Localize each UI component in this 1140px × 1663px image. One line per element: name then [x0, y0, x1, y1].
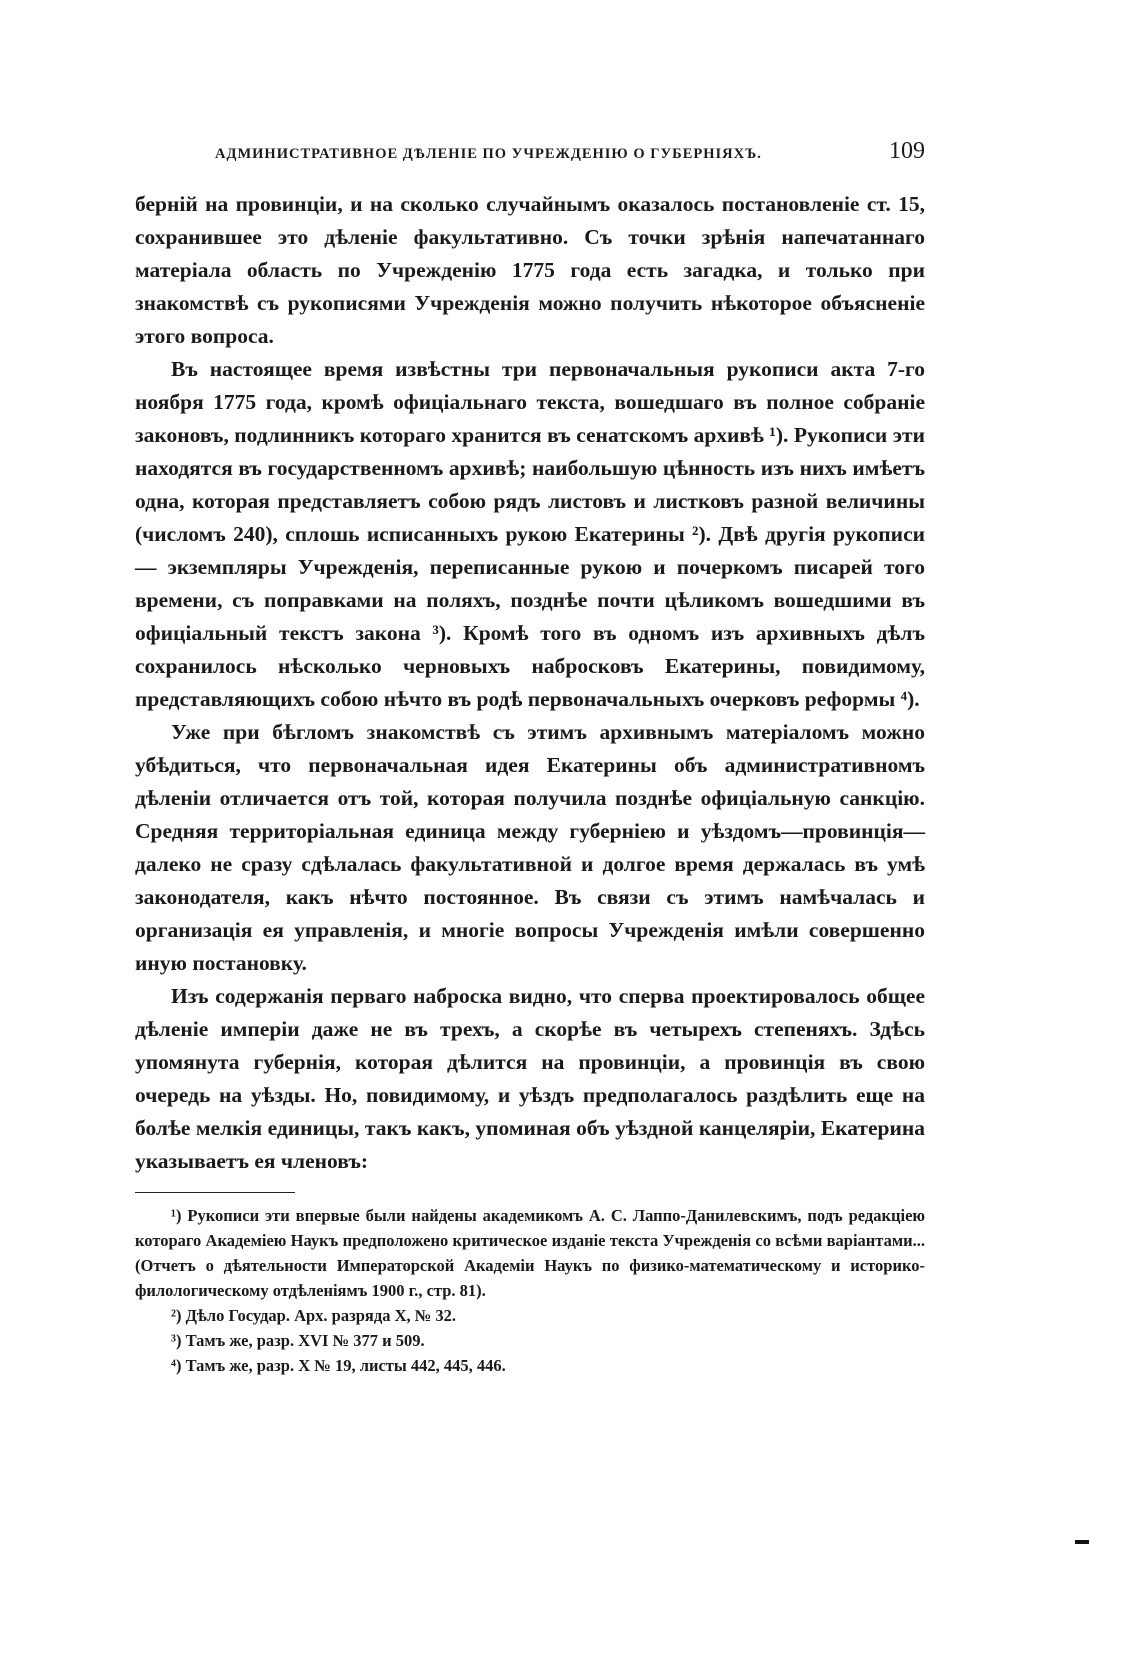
scan-edge-mark	[1075, 1540, 1089, 1544]
footnote-divider	[135, 1192, 295, 1193]
paragraph-first-draft: Изъ содержанія перваго наброска видно, что сперва проектировалось общее дѣленіе имперіи даже не въ трехъ, а скорѣе въ четырехъ степеняхъ. Здѣсь упомянута губернія, которая дѣлится на провинціи, а провинція въ свою очередь на уѣзды. Но, повидимому, и уѣздъ предполагалось раздѣлить еще на болѣе мелкія единицы, такъ какъ, упоминая объ уѣздной канцеляріи, Екатерина указываетъ ея членовъ:	[135, 984, 925, 1173]
paragraph-initial-idea: Уже при бѣгломъ знакомствѣ съ этимъ архивнымъ матеріаломъ можно убѣдиться, что первоначальная идея Екатерины объ административномъ дѣленіи отличается отъ той, которая получила позднѣе офиціальную санкцію. Средняя территоріальная единица между губерніею и уѣздомъ—провинція—далеко не сразу сдѣлалась факультативной и долгое время держалась въ умѣ законодателя, какъ нѣчто постоянное. Въ связи съ этимъ намѣчалась и организація ея управленія, и многіе вопросы Учрежденія имѣли совершенно иную постановку.	[135, 720, 925, 975]
paragraph-continuation: берній на провинціи, и на сколько случайнымъ оказалось постановленіе ст. 15, сохранившее это дѣленіе факультативно. Съ точки зрѣнія напечатаннаго матеріала область по Учрежденію 1775 года есть загадка, и только при знакомствѣ съ рукописями Учрежденія можно получить нѣкоторое объясненіе этого вопроса.	[135, 192, 925, 348]
paragraph-manuscripts: Въ настоящее время извѣстны три первоначальныя рукописи акта 7-го ноября 1775 года, кромѣ офиціальнаго текста, вошедшаго въ полное собраніе законовъ, подлинникъ котораго хранится въ сенатскомъ архивѣ ¹). Рукописи эти находятся въ государственномъ архивѣ; наибольшую цѣнность изъ нихъ имѣетъ одна, которая представляетъ собою рядъ листовъ и листковъ разной величины (числомъ 240), сплошь исписанныхъ рукою Екатерины ²). Двѣ другія рукописи — экземпляры Учрежденія, переписанные рукою и почеркомъ писарей того времени, съ поправками на поляхъ, позднѣе почти цѣликомъ вошедшими въ офиціальный текстъ закона ³). Кромѣ того въ одномъ изъ архивныхъ дѣлъ сохранилось нѣсколько черновыхъ набросковъ Екатерины, повидимому, представляющихъ собою нѣчто въ родѣ первоначальныхъ очерковъ реформы ⁴).	[135, 357, 925, 711]
running-header	[135, 138, 925, 168]
footnote-1: ¹) Рукописи эти впервые были найдены академикомъ А. С. Лаппо-Данилевскимъ, подъ редакціею котораго Академіею Наукъ предположено критическое изданіе текста Учрежденія со всѣми варіантами... (Отчетъ о дѣятельности Императорской Академіи Наукъ по физико-математическому и историко-филологическому отдѣленіямъ 1900 г., стр. 81).	[135, 1206, 925, 1300]
footnote-4: ⁴) Тамъ же, разр. X № 19, листы 442, 445, 446.	[171, 1356, 506, 1375]
running-header-title: АДМИНИСТРАТИВНОЕ ДѢЛЕНІЕ ПО УЧРЕЖДЕНІЮ О ГУБЕРНІЯХЪ.	[215, 146, 762, 162]
footnote-3: ³) Тамъ же, разр. XVI № 377 и 509.	[171, 1331, 425, 1350]
page-number: 109	[889, 138, 925, 164]
book-page	[135, 138, 925, 1378]
body-text	[135, 188, 925, 1178]
footnotes	[135, 1203, 925, 1378]
footnote-2: ²) Дѣло Государ. Арх. разряда X, № 32.	[171, 1306, 457, 1325]
